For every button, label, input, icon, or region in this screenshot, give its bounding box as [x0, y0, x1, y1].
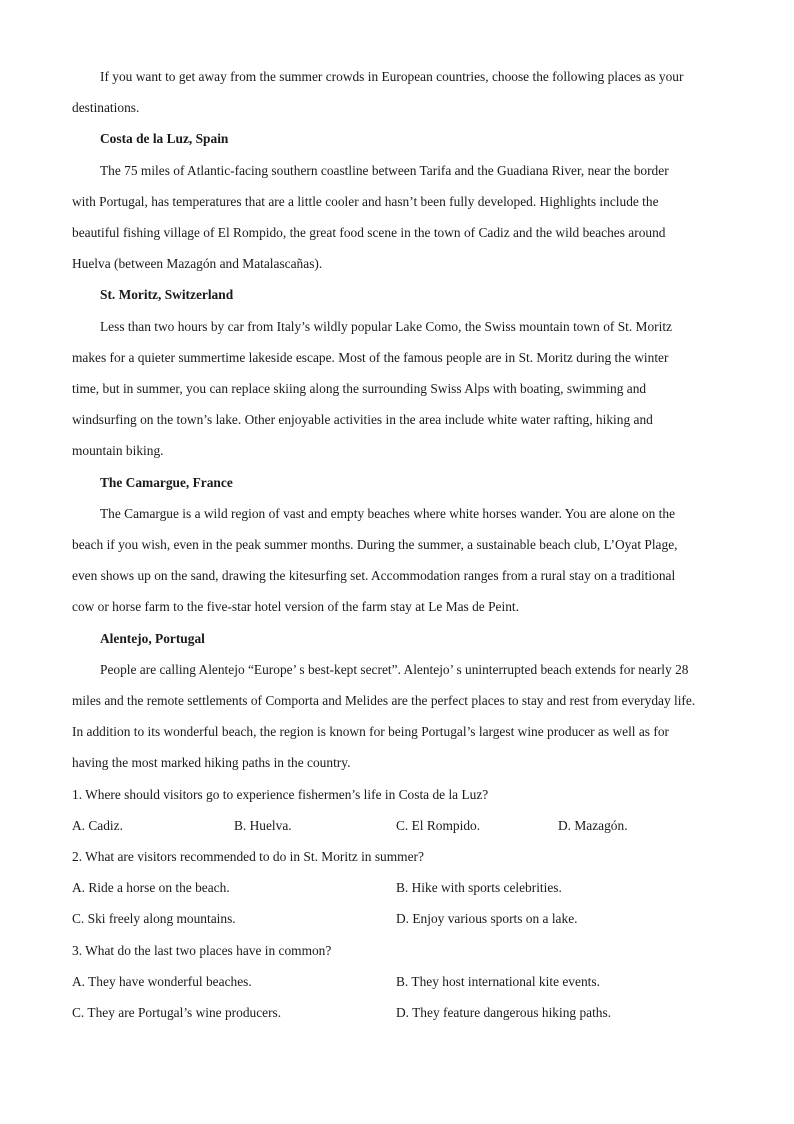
question-stem: 2. What are visitors recommended to do in St. Moritz in summer? [72, 849, 424, 865]
paragraph-line: cow or horse farm to the five-star hotel version of the farm stay at Le Mas de Peint. [72, 599, 519, 615]
paragraph-line: with Portugal, has temperatures that are a little cooler and hasn’t been fully developed. Highlights include the [72, 193, 659, 209]
question-options [72, 872, 732, 903]
question-stem: 3. What do the last two places have in common? [72, 942, 332, 958]
option-d: D. They feature dangerous hiking paths. [396, 1005, 612, 1021]
section-heading: The Camargue, France [100, 474, 233, 490]
paragraph-line: time, but in summer, you can replace skiing along the surrounding Swiss Alps with boating, swimming and [72, 381, 647, 397]
intro-line: If you want to get away from the summer crowds in European countries, choose the following places as your [100, 69, 684, 84]
option-c: C. They are Portugal’s wine producers. [72, 1005, 282, 1021]
option-c: C. Ski freely along mountains. [72, 911, 236, 927]
paragraph-line: miles and the remote settlements of Comporta and Melides are the perfect places to stay and rest from everyday life. [72, 693, 696, 709]
paragraph-line: The 75 miles of Atlantic-facing southern coastline between Tarifa and the Guadiana River, near the border [100, 162, 669, 178]
paragraph-line: mountain biking. [72, 443, 164, 459]
section-heading: St. Moritz, Switzerland [100, 287, 234, 303]
paragraph-line: Less than two hours by car from Italy’s wildly popular Lake Como, the Swiss mountain town of St. Moritz [100, 318, 673, 334]
paragraph-line: In addition to its wonderful beach, the region is known for being Portugal’s largest wine producer as well as for [72, 724, 669, 740]
option-a: A. They have wonderful beaches. [72, 973, 252, 989]
option-d: D. Mazagón. [558, 817, 628, 833]
option-b: B. Huelva. [234, 817, 292, 833]
question-options [72, 966, 732, 997]
question-options [72, 810, 732, 841]
section-heading: Alentejo, Portugal [100, 630, 205, 646]
question-options [72, 903, 732, 934]
paragraph-line: beautiful fishing village of El Rompido, the great food scene in the town of Cadiz and the wild beaches around [72, 225, 666, 241]
option-b: B. Hike with sports celebrities. [396, 880, 562, 896]
paragraph-line: makes for a quieter summertime lakeside escape. Most of the famous people are in St. Moritz during the winter [72, 349, 669, 365]
paragraph-line: The Camargue is a wild region of vast and empty beaches where white horses wander. You are alone on the [100, 505, 676, 521]
intro-line: destinations. [72, 100, 140, 116]
paragraph-line: windsurfing on the town’s lake. Other enjoyable activities in the area include white water rafting, hiking and [72, 412, 653, 428]
option-b: B. They host international kite events. [396, 973, 600, 989]
paragraph-line: beach if you wish, even in the peak summer months. During the summer, a sustainable beach club, L’Oyat Plage, [72, 537, 678, 553]
paragraph-line: Huelva (between Mazagón and Matalascañas). [72, 256, 323, 272]
question-stem: 1. Where should visitors go to experience fishermen’s life in Costa de la Luz? [72, 786, 489, 802]
paragraph-line: having the most marked hiking paths in the country. [72, 755, 351, 771]
document-page [72, 61, 732, 1028]
option-c: C. El Rompido. [396, 817, 481, 833]
section-heading: Costa de la Luz, Spain [100, 131, 229, 147]
option-a: A. Cadiz. [72, 817, 123, 833]
option-d: D. Enjoy various sports on a lake. [396, 911, 578, 927]
paragraph-line: even shows up on the sand, drawing the kitesurfing set. Accommodation ranges from a rural stay on a traditional [72, 568, 676, 584]
question-options [72, 997, 732, 1028]
paragraph-line: People are calling Alentejo “Europe’ s best-kept secret”. Alentejo’ s uninterrupted beach extends for nearly 28 [100, 661, 689, 677]
option-a: A. Ride a horse on the beach. [72, 880, 230, 896]
